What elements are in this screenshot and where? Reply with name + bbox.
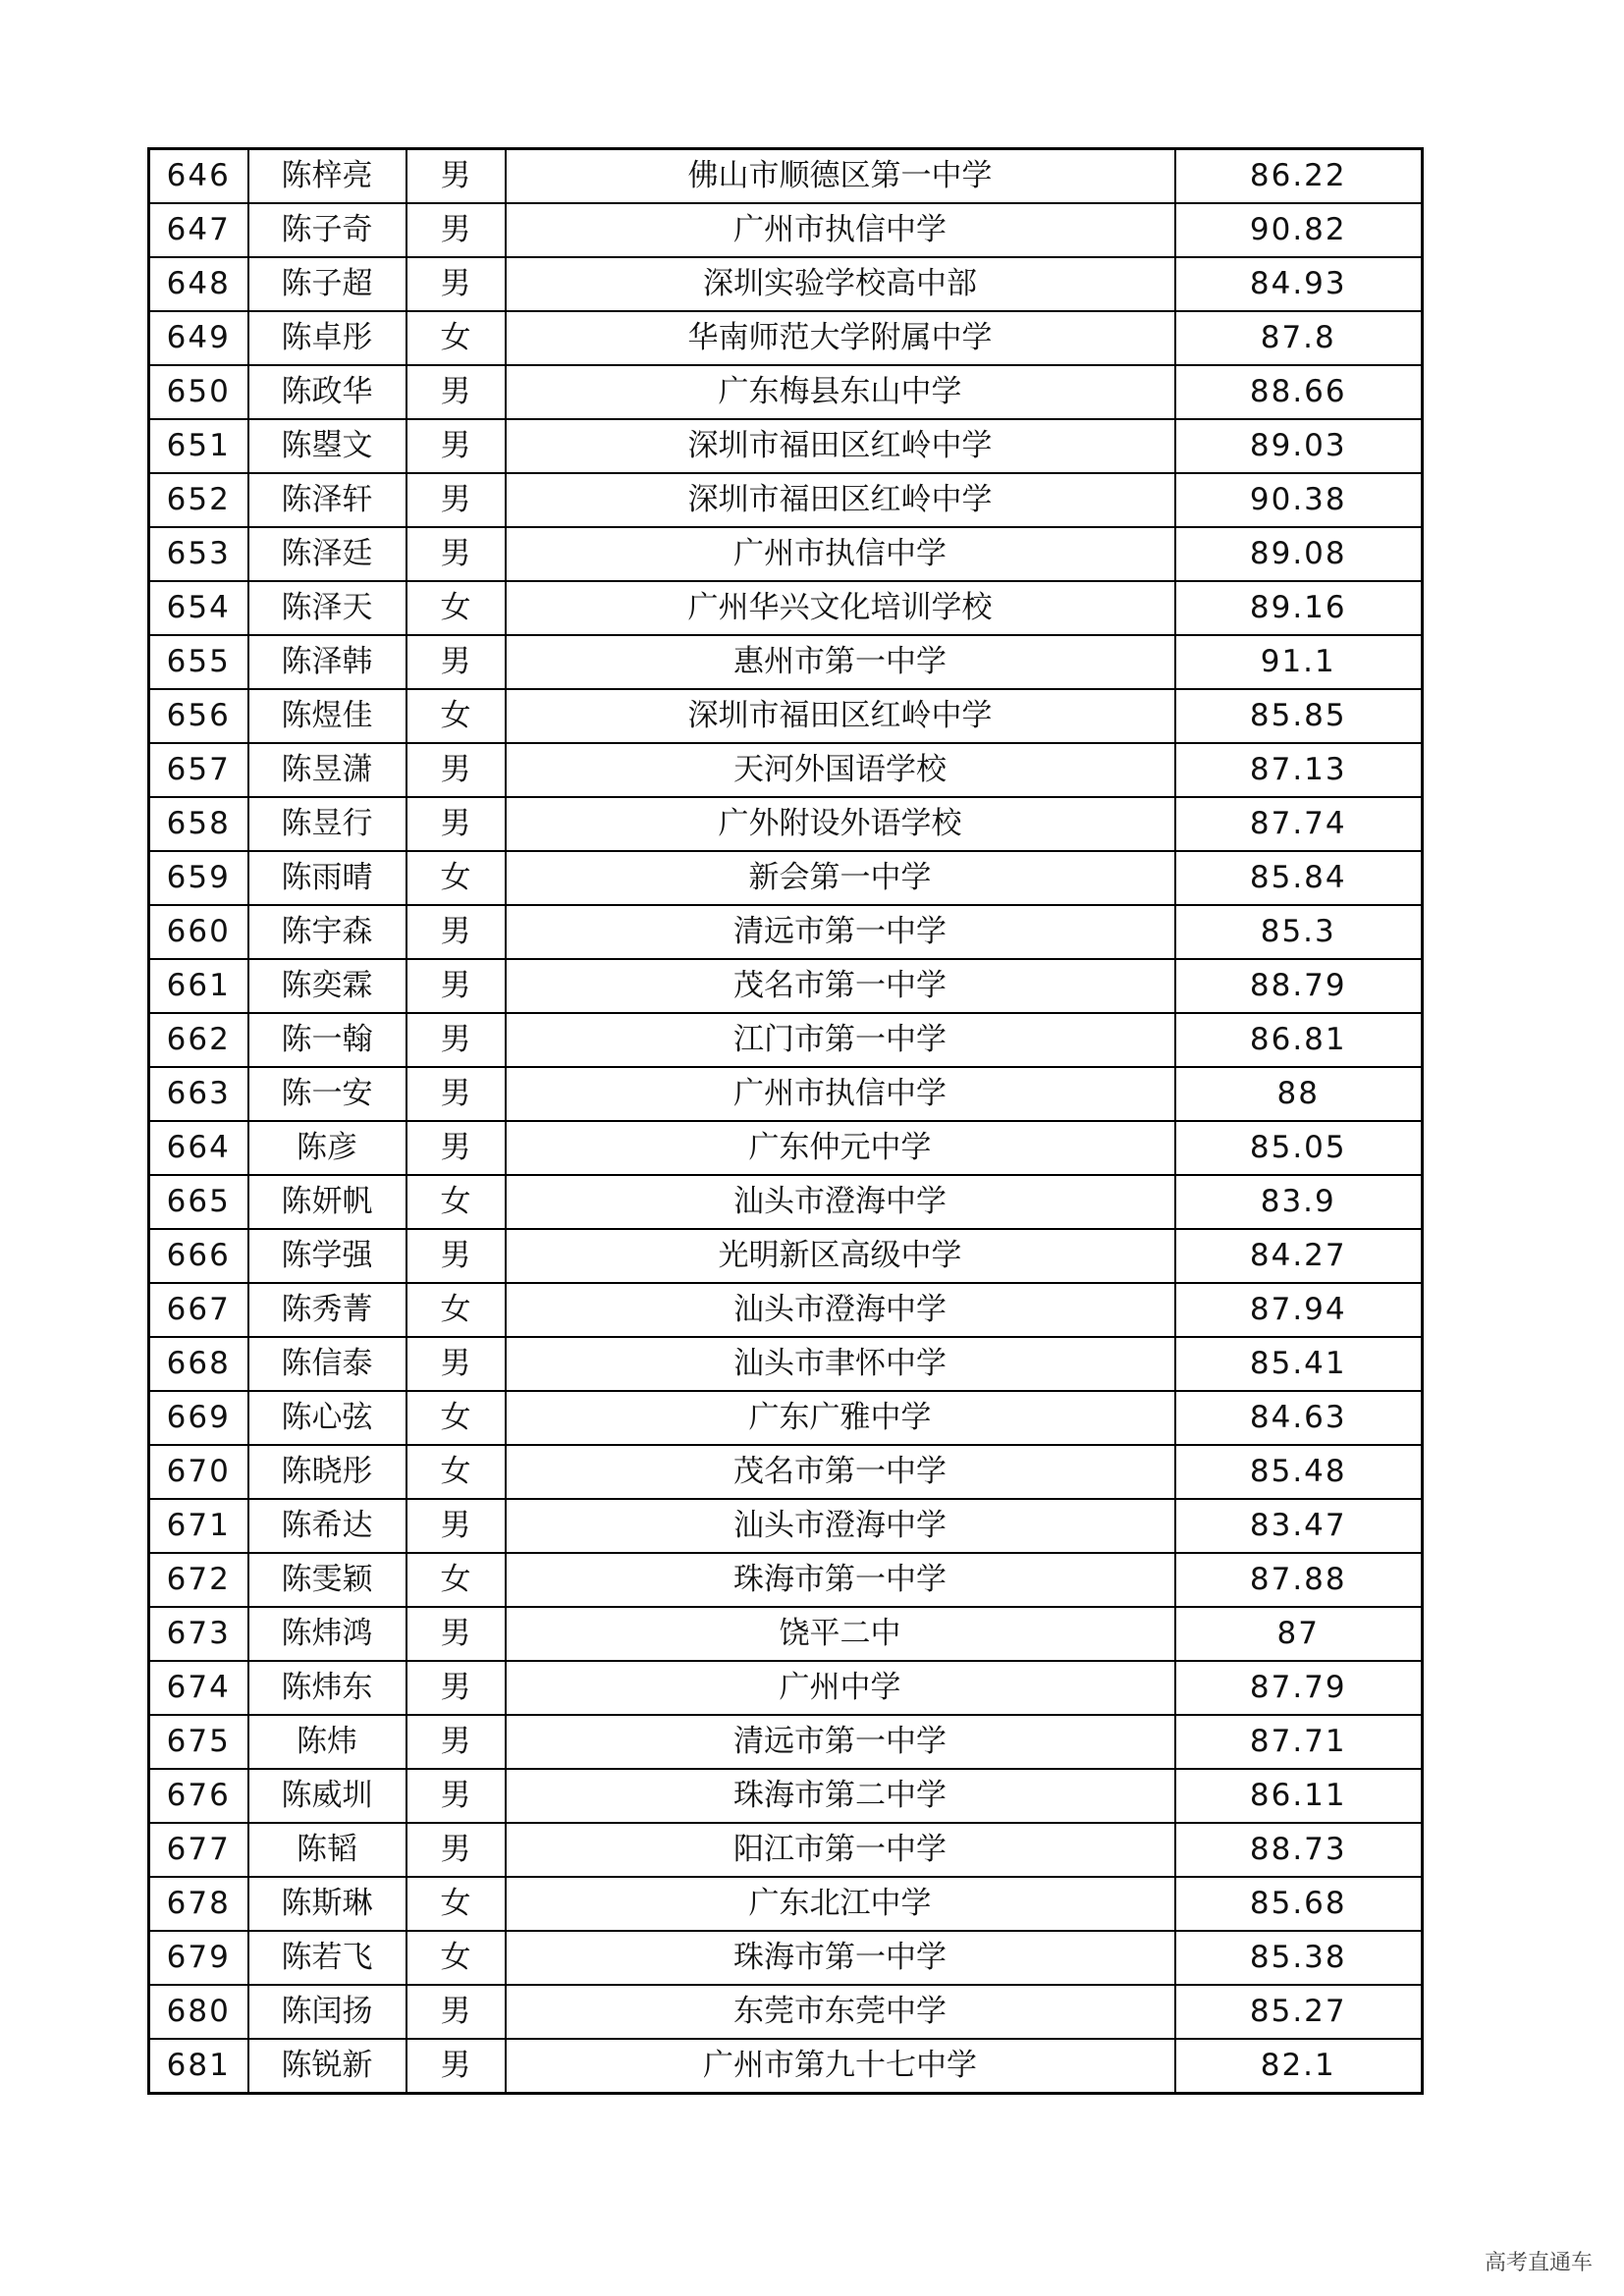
score-cell: 87.88 bbox=[1175, 1553, 1423, 1607]
student-name-cell: 陈妍帆 bbox=[248, 1175, 406, 1229]
gender-cell: 男 bbox=[406, 797, 506, 851]
table-row bbox=[149, 959, 1423, 1013]
score-cell: 89.16 bbox=[1175, 581, 1423, 635]
school-cell: 清远市第一中学 bbox=[506, 905, 1175, 959]
student-name-cell: 陈子超 bbox=[248, 257, 406, 311]
gender-cell: 女 bbox=[406, 581, 506, 635]
score-cell: 83.47 bbox=[1175, 1499, 1423, 1553]
gender-cell: 女 bbox=[406, 1553, 506, 1607]
gender-cell: 男 bbox=[406, 365, 506, 419]
table-row bbox=[149, 311, 1423, 365]
table-row bbox=[149, 149, 1423, 204]
student-name-cell: 陈雯颖 bbox=[248, 1553, 406, 1607]
row-index-cell: 681 bbox=[149, 2039, 248, 2094]
student-name-cell: 陈昱潇 bbox=[248, 743, 406, 797]
gender-cell: 男 bbox=[406, 905, 506, 959]
row-index-cell: 677 bbox=[149, 1823, 248, 1877]
score-cell: 88.79 bbox=[1175, 959, 1423, 1013]
row-index-cell: 659 bbox=[149, 851, 248, 905]
student-name-cell: 陈宇森 bbox=[248, 905, 406, 959]
table-row bbox=[149, 1445, 1423, 1499]
gender-cell: 男 bbox=[406, 1229, 506, 1283]
row-index-cell: 649 bbox=[149, 311, 248, 365]
row-index-cell: 657 bbox=[149, 743, 248, 797]
gender-cell: 男 bbox=[406, 1661, 506, 1715]
school-cell: 广东仲元中学 bbox=[506, 1121, 1175, 1175]
gender-cell: 男 bbox=[406, 257, 506, 311]
table-row bbox=[149, 1985, 1423, 2039]
table-row bbox=[149, 1607, 1423, 1661]
gender-cell: 男 bbox=[406, 1823, 506, 1877]
gender-cell: 男 bbox=[406, 1067, 506, 1121]
school-cell: 珠海市第一中学 bbox=[506, 1931, 1175, 1985]
gender-cell: 男 bbox=[406, 1985, 506, 2039]
score-cell: 85.48 bbox=[1175, 1445, 1423, 1499]
student-name-cell: 陈威圳 bbox=[248, 1769, 406, 1823]
student-name-cell: 陈梓亮 bbox=[248, 149, 406, 204]
score-cell: 89.08 bbox=[1175, 527, 1423, 581]
table-row bbox=[149, 419, 1423, 473]
row-index-cell: 655 bbox=[149, 635, 248, 689]
gender-cell: 男 bbox=[406, 419, 506, 473]
school-cell: 珠海市第一中学 bbox=[506, 1553, 1175, 1607]
gender-cell: 男 bbox=[406, 149, 506, 204]
row-index-cell: 666 bbox=[149, 1229, 248, 1283]
table-row bbox=[149, 581, 1423, 635]
school-cell: 茂名市第一中学 bbox=[506, 959, 1175, 1013]
school-cell: 江门市第一中学 bbox=[506, 1013, 1175, 1067]
student-name-cell: 陈学强 bbox=[248, 1229, 406, 1283]
row-index-cell: 646 bbox=[149, 149, 248, 204]
row-index-cell: 660 bbox=[149, 905, 248, 959]
footer-brand-text: 高考直通车 bbox=[1484, 2251, 1593, 2275]
row-index-cell: 673 bbox=[149, 1607, 248, 1661]
school-cell: 华南师范大学附属中学 bbox=[506, 311, 1175, 365]
gender-cell: 男 bbox=[406, 635, 506, 689]
score-cell: 82.1 bbox=[1175, 2039, 1423, 2094]
score-cell: 85.68 bbox=[1175, 1877, 1423, 1931]
table-row bbox=[149, 1175, 1423, 1229]
school-cell: 深圳实验学校高中部 bbox=[506, 257, 1175, 311]
student-name-cell: 陈锐新 bbox=[248, 2039, 406, 2094]
score-cell: 87.79 bbox=[1175, 1661, 1423, 1715]
score-cell: 87.74 bbox=[1175, 797, 1423, 851]
gender-cell: 男 bbox=[406, 473, 506, 527]
row-index-cell: 669 bbox=[149, 1391, 248, 1445]
student-name-cell: 陈泽韩 bbox=[248, 635, 406, 689]
gender-cell: 女 bbox=[406, 1931, 506, 1985]
student-name-cell: 陈卓彤 bbox=[248, 311, 406, 365]
table-row bbox=[149, 1715, 1423, 1769]
student-name-cell: 陈一安 bbox=[248, 1067, 406, 1121]
student-name-cell: 陈煜佳 bbox=[248, 689, 406, 743]
table-row bbox=[149, 851, 1423, 905]
row-index-cell: 663 bbox=[149, 1067, 248, 1121]
table-row bbox=[149, 365, 1423, 419]
student-name-cell: 陈雨晴 bbox=[248, 851, 406, 905]
gender-cell: 女 bbox=[406, 1877, 506, 1931]
score-cell: 85.38 bbox=[1175, 1931, 1423, 1985]
row-index-cell: 680 bbox=[149, 1985, 248, 2039]
row-index-cell: 651 bbox=[149, 419, 248, 473]
student-name-cell: 陈泽廷 bbox=[248, 527, 406, 581]
table-row bbox=[149, 257, 1423, 311]
school-cell: 广州华兴文化培训学校 bbox=[506, 581, 1175, 635]
table-row bbox=[149, 473, 1423, 527]
school-cell: 广州市执信中学 bbox=[506, 527, 1175, 581]
student-name-cell: 陈晓彤 bbox=[248, 1445, 406, 1499]
gender-cell: 男 bbox=[406, 1121, 506, 1175]
student-name-cell: 陈炜 bbox=[248, 1715, 406, 1769]
student-roster-table bbox=[147, 147, 1424, 2095]
table-row bbox=[149, 797, 1423, 851]
student-name-cell: 陈泽轩 bbox=[248, 473, 406, 527]
school-cell: 广州中学 bbox=[506, 1661, 1175, 1715]
score-cell: 90.38 bbox=[1175, 473, 1423, 527]
score-cell: 87.71 bbox=[1175, 1715, 1423, 1769]
row-index-cell: 656 bbox=[149, 689, 248, 743]
school-cell: 光明新区高级中学 bbox=[506, 1229, 1175, 1283]
score-cell: 85.84 bbox=[1175, 851, 1423, 905]
table-row bbox=[149, 743, 1423, 797]
school-cell: 汕头市聿怀中学 bbox=[506, 1337, 1175, 1391]
school-cell: 汕头市澄海中学 bbox=[506, 1175, 1175, 1229]
row-index-cell: 670 bbox=[149, 1445, 248, 1499]
table-row bbox=[149, 1337, 1423, 1391]
gender-cell: 男 bbox=[406, 1607, 506, 1661]
score-cell: 85.85 bbox=[1175, 689, 1423, 743]
gender-cell: 男 bbox=[406, 1013, 506, 1067]
gender-cell: 男 bbox=[406, 203, 506, 257]
row-index-cell: 679 bbox=[149, 1931, 248, 1985]
score-cell: 85.41 bbox=[1175, 1337, 1423, 1391]
score-cell: 84.63 bbox=[1175, 1391, 1423, 1445]
school-cell: 深圳市福田区红岭中学 bbox=[506, 689, 1175, 743]
row-index-cell: 674 bbox=[149, 1661, 248, 1715]
school-cell: 新会第一中学 bbox=[506, 851, 1175, 905]
student-name-cell: 陈韬 bbox=[248, 1823, 406, 1877]
student-name-cell: 陈泽天 bbox=[248, 581, 406, 635]
table-row bbox=[149, 1283, 1423, 1337]
row-index-cell: 658 bbox=[149, 797, 248, 851]
score-cell: 88.66 bbox=[1175, 365, 1423, 419]
gender-cell: 女 bbox=[406, 1391, 506, 1445]
student-name-cell: 陈若飞 bbox=[248, 1931, 406, 1985]
table-row bbox=[149, 1229, 1423, 1283]
school-cell: 清远市第一中学 bbox=[506, 1715, 1175, 1769]
school-cell: 广东北江中学 bbox=[506, 1877, 1175, 1931]
score-cell: 84.27 bbox=[1175, 1229, 1423, 1283]
gender-cell: 男 bbox=[406, 1499, 506, 1553]
school-cell: 汕头市澄海中学 bbox=[506, 1499, 1175, 1553]
row-index-cell: 661 bbox=[149, 959, 248, 1013]
table-row bbox=[149, 1661, 1423, 1715]
table-row bbox=[149, 203, 1423, 257]
score-cell: 83.9 bbox=[1175, 1175, 1423, 1229]
row-index-cell: 652 bbox=[149, 473, 248, 527]
row-index-cell: 662 bbox=[149, 1013, 248, 1067]
table-row bbox=[149, 2039, 1423, 2094]
school-cell: 广州市第九十七中学 bbox=[506, 2039, 1175, 2094]
table-row bbox=[149, 1121, 1423, 1175]
gender-cell: 男 bbox=[406, 959, 506, 1013]
school-cell: 广东梅县东山中学 bbox=[506, 365, 1175, 419]
score-cell: 88 bbox=[1175, 1067, 1423, 1121]
student-name-cell: 陈炜东 bbox=[248, 1661, 406, 1715]
score-cell: 86.81 bbox=[1175, 1013, 1423, 1067]
table-row bbox=[149, 1769, 1423, 1823]
table-row bbox=[149, 689, 1423, 743]
table-row bbox=[149, 1823, 1423, 1877]
row-index-cell: 667 bbox=[149, 1283, 248, 1337]
gender-cell: 女 bbox=[406, 1445, 506, 1499]
row-index-cell: 647 bbox=[149, 203, 248, 257]
school-cell: 阳江市第一中学 bbox=[506, 1823, 1175, 1877]
student-name-cell: 陈希达 bbox=[248, 1499, 406, 1553]
row-index-cell: 648 bbox=[149, 257, 248, 311]
gender-cell: 男 bbox=[406, 1715, 506, 1769]
student-name-cell: 陈昱行 bbox=[248, 797, 406, 851]
table-row bbox=[149, 1553, 1423, 1607]
score-cell: 87.13 bbox=[1175, 743, 1423, 797]
roster-body bbox=[149, 149, 1423, 2094]
score-cell: 87.8 bbox=[1175, 311, 1423, 365]
school-cell: 佛山市顺德区第一中学 bbox=[506, 149, 1175, 204]
row-index-cell: 654 bbox=[149, 581, 248, 635]
gender-cell: 男 bbox=[406, 2039, 506, 2094]
score-cell: 84.93 bbox=[1175, 257, 1423, 311]
table-row bbox=[149, 1067, 1423, 1121]
gender-cell: 女 bbox=[406, 1175, 506, 1229]
student-name-cell: 陈一翰 bbox=[248, 1013, 406, 1067]
student-name-cell: 陈子奇 bbox=[248, 203, 406, 257]
table-row bbox=[149, 905, 1423, 959]
row-index-cell: 653 bbox=[149, 527, 248, 581]
score-cell: 88.73 bbox=[1175, 1823, 1423, 1877]
school-cell: 珠海市第二中学 bbox=[506, 1769, 1175, 1823]
row-index-cell: 664 bbox=[149, 1121, 248, 1175]
student-name-cell: 陈信泰 bbox=[248, 1337, 406, 1391]
student-name-cell: 陈炜鸿 bbox=[248, 1607, 406, 1661]
school-cell: 广州市执信中学 bbox=[506, 203, 1175, 257]
student-name-cell: 陈秀菁 bbox=[248, 1283, 406, 1337]
gender-cell: 男 bbox=[406, 743, 506, 797]
row-index-cell: 678 bbox=[149, 1877, 248, 1931]
school-cell: 天河外国语学校 bbox=[506, 743, 1175, 797]
score-cell: 86.11 bbox=[1175, 1769, 1423, 1823]
score-cell: 86.22 bbox=[1175, 149, 1423, 204]
row-index-cell: 665 bbox=[149, 1175, 248, 1229]
table-row bbox=[149, 1931, 1423, 1985]
student-name-cell: 陈心弦 bbox=[248, 1391, 406, 1445]
row-index-cell: 668 bbox=[149, 1337, 248, 1391]
student-name-cell: 陈彦 bbox=[248, 1121, 406, 1175]
row-index-cell: 671 bbox=[149, 1499, 248, 1553]
gender-cell: 女 bbox=[406, 851, 506, 905]
school-cell: 汕头市澄海中学 bbox=[506, 1283, 1175, 1337]
row-index-cell: 675 bbox=[149, 1715, 248, 1769]
school-cell: 深圳市福田区红岭中学 bbox=[506, 419, 1175, 473]
school-cell: 广州市执信中学 bbox=[506, 1067, 1175, 1121]
gender-cell: 女 bbox=[406, 689, 506, 743]
school-cell: 东莞市东莞中学 bbox=[506, 1985, 1175, 2039]
school-cell: 广外附设外语学校 bbox=[506, 797, 1175, 851]
student-name-cell: 陈政华 bbox=[248, 365, 406, 419]
student-name-cell: 陈斯琳 bbox=[248, 1877, 406, 1931]
score-cell: 85.27 bbox=[1175, 1985, 1423, 2039]
row-index-cell: 650 bbox=[149, 365, 248, 419]
school-cell: 惠州市第一中学 bbox=[506, 635, 1175, 689]
student-name-cell: 陈闰扬 bbox=[248, 1985, 406, 2039]
score-cell: 91.1 bbox=[1175, 635, 1423, 689]
school-cell: 茂名市第一中学 bbox=[506, 1445, 1175, 1499]
table-row bbox=[149, 1013, 1423, 1067]
score-cell: 85.05 bbox=[1175, 1121, 1423, 1175]
gender-cell: 男 bbox=[406, 527, 506, 581]
row-index-cell: 676 bbox=[149, 1769, 248, 1823]
gender-cell: 女 bbox=[406, 311, 506, 365]
table-row bbox=[149, 635, 1423, 689]
school-cell: 广东广雅中学 bbox=[506, 1391, 1175, 1445]
gender-cell: 女 bbox=[406, 1283, 506, 1337]
score-cell: 87.94 bbox=[1175, 1283, 1423, 1337]
row-index-cell: 672 bbox=[149, 1553, 248, 1607]
score-cell: 89.03 bbox=[1175, 419, 1423, 473]
score-cell: 87 bbox=[1175, 1607, 1423, 1661]
table-row bbox=[149, 1391, 1423, 1445]
table-row bbox=[149, 1877, 1423, 1931]
table-row bbox=[149, 1499, 1423, 1553]
table-row bbox=[149, 527, 1423, 581]
gender-cell: 男 bbox=[406, 1337, 506, 1391]
student-name-cell: 陈奕霖 bbox=[248, 959, 406, 1013]
school-cell: 饶平二中 bbox=[506, 1607, 1175, 1661]
score-cell: 90.82 bbox=[1175, 203, 1423, 257]
student-name-cell: 陈曌文 bbox=[248, 419, 406, 473]
school-cell: 深圳市福田区红岭中学 bbox=[506, 473, 1175, 527]
score-cell: 85.3 bbox=[1175, 905, 1423, 959]
gender-cell: 男 bbox=[406, 1769, 506, 1823]
